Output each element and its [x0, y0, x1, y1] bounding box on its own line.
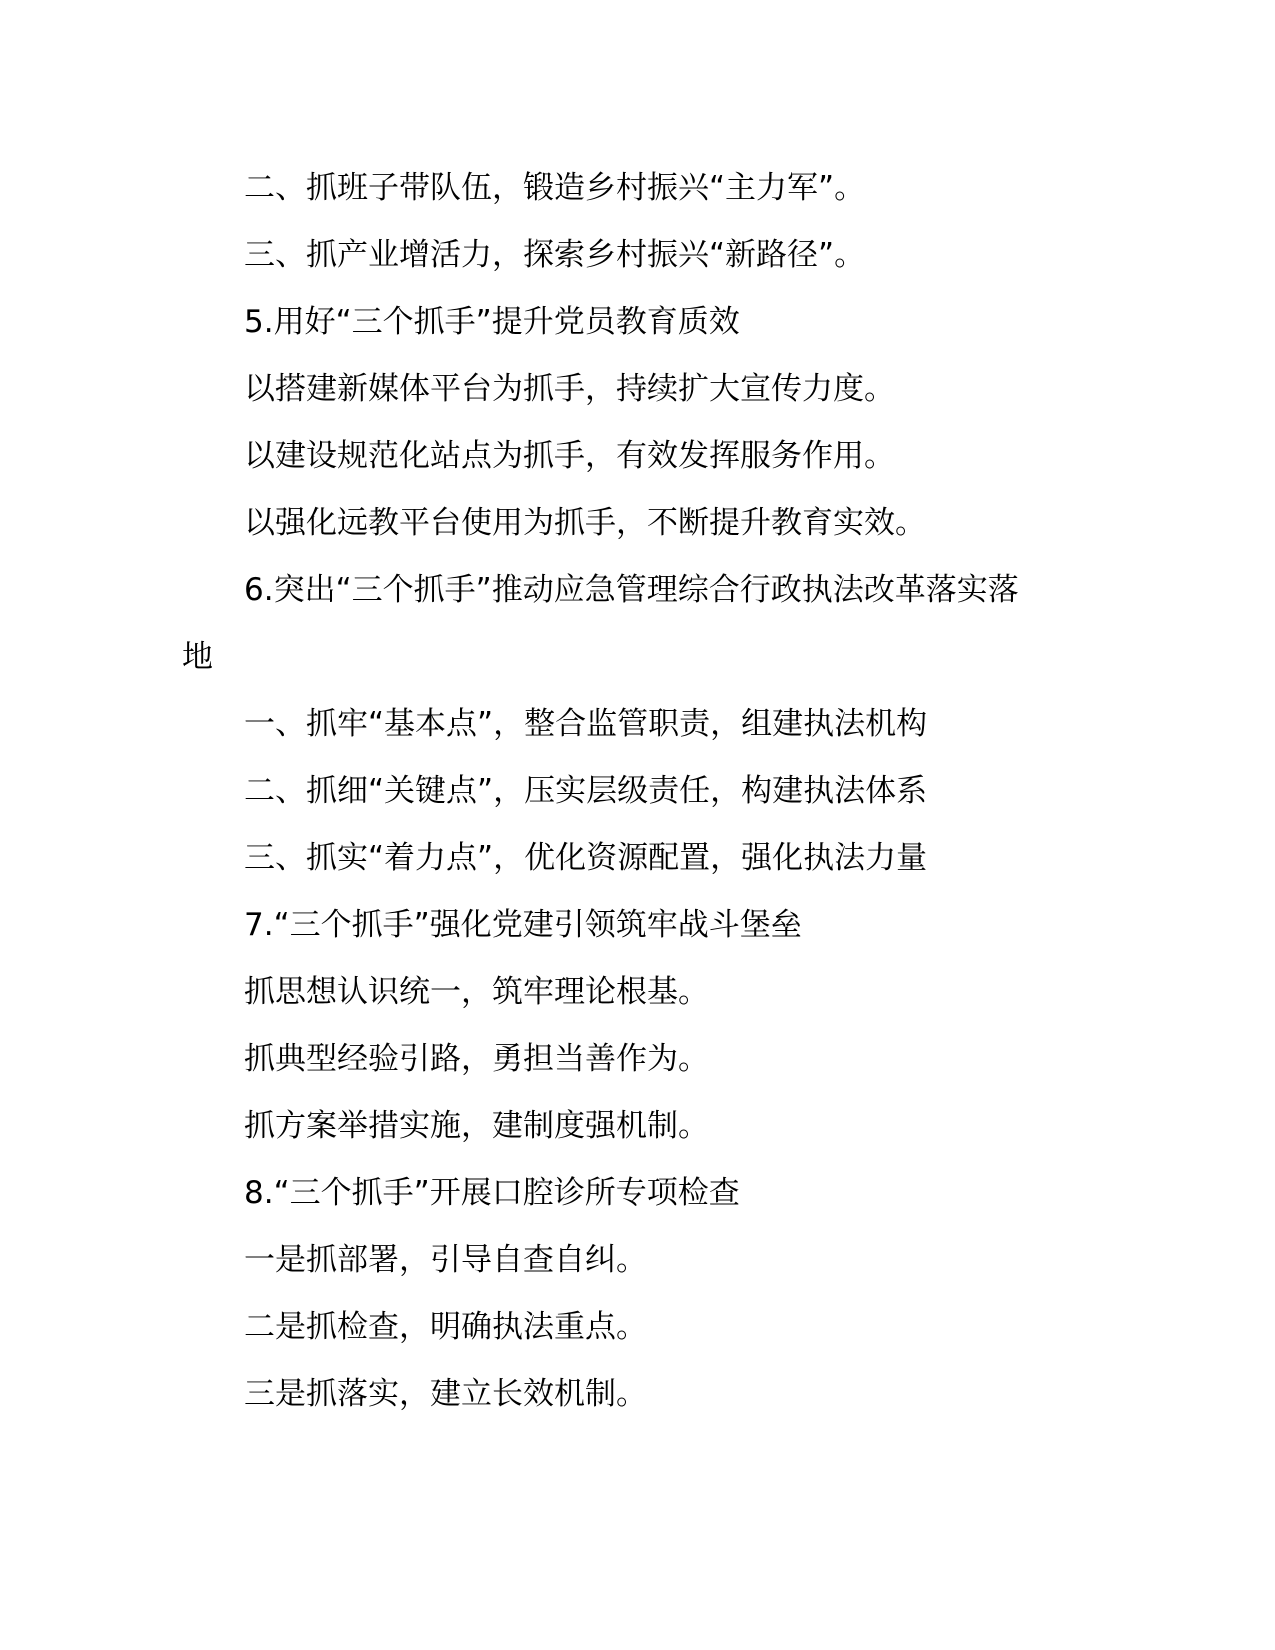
paragraph: 一、抓牢“基本点”，整合监管职责，组建执法机构 [244, 706, 928, 742]
section-heading: 7.“三个抓手”强化党建引领筑牢战斗堡垒 [244, 907, 802, 943]
paragraph: 一是抓部署，引导自查自纠。 [244, 1242, 647, 1278]
section-heading-continuation: 地 [182, 639, 213, 675]
paragraph: 抓方案举措实施，建制度强机制。 [244, 1108, 709, 1144]
paragraph: 抓思想认识统一，筑牢理论根基。 [244, 974, 709, 1010]
paragraph: 以强化远教平台使用为抓手，不断提升教育实效。 [244, 505, 926, 541]
paragraph: 三、抓实“着力点”，优化资源配置，强化执法力量 [244, 840, 928, 876]
section-heading: 6.突出“三个抓手”推动应急管理综合行政执法改革落实落 [244, 572, 1019, 608]
paragraph: 二是抓检查，明确执法重点。 [244, 1309, 647, 1345]
paragraph: 以搭建新媒体平台为抓手，持续扩大宣传力度。 [244, 371, 895, 407]
paragraph: 二、抓细“关键点”，压实层级责任，构建执法体系 [244, 773, 928, 809]
section-heading: 8.“三个抓手”开展口腔诊所专项检查 [244, 1175, 740, 1211]
paragraph: 三、抓产业增活力，探索乡村振兴“新路径”。 [244, 237, 866, 273]
document-body [182, 155, 1082, 1428]
paragraph: 二、抓班子带队伍，锻造乡村振兴“主力军”。 [244, 170, 866, 206]
paragraph: 以建设规范化站点为抓手，有效发挥服务作用。 [244, 438, 895, 474]
paragraph: 三是抓落实，建立长效机制。 [244, 1376, 647, 1412]
section-heading: 5.用好“三个抓手”提升党员教育质效 [244, 304, 740, 340]
paragraph: 抓典型经验引路，勇担当善作为。 [244, 1041, 709, 1077]
